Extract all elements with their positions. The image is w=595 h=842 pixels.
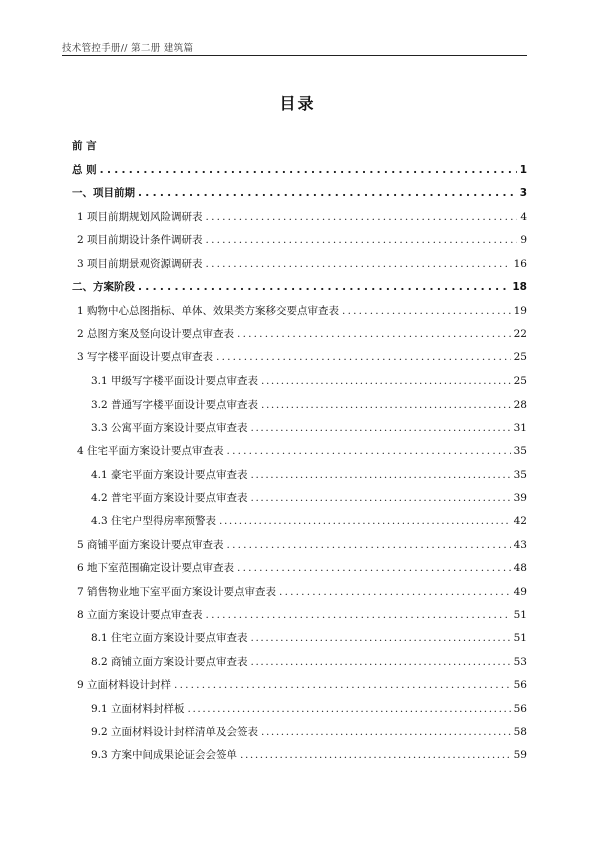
toc-entry-label: 6 地下室范围确定设计要点审查表 bbox=[77, 562, 235, 574]
toc-entry-page: 53 bbox=[513, 656, 527, 668]
toc-entry-page: 3 bbox=[519, 187, 527, 199]
toc-entry-label: 9.3 方案中间成果论证会会签单 bbox=[91, 749, 238, 761]
toc-entry-page: 51 bbox=[513, 632, 527, 644]
toc-entry-page: 56 bbox=[513, 703, 527, 715]
toc-leader-dots bbox=[240, 748, 511, 762]
toc-entry-page: 39 bbox=[513, 492, 527, 504]
toc-entry-page: 18 bbox=[512, 281, 527, 293]
toc-entry-label: 1 购物中心总图指标、单体、效果类方案移交要点审查表 bbox=[77, 305, 340, 317]
toc-subentry[interactable] bbox=[91, 655, 527, 669]
toc-entry-page: 59 bbox=[513, 749, 527, 761]
toc-entry-label: 一、项目前期 bbox=[72, 187, 135, 199]
toc-leader-dots bbox=[251, 491, 511, 505]
toc-subentry[interactable] bbox=[91, 398, 527, 412]
toc-leader-dots bbox=[227, 444, 511, 458]
toc-leader-dots bbox=[261, 374, 511, 388]
toc-entry-page: 35 bbox=[513, 445, 527, 457]
toc-leader-dots bbox=[206, 257, 511, 271]
toc-entry-label: 3.1 甲级写字楼平面设计要点审查表 bbox=[91, 375, 259, 387]
toc-leader-dots bbox=[174, 678, 511, 692]
toc-subentry[interactable] bbox=[91, 468, 527, 482]
toc-entry-page: 4 bbox=[520, 211, 527, 223]
toc-entry[interactable] bbox=[77, 233, 527, 247]
toc-entry-page: 35 bbox=[513, 469, 527, 481]
toc-entry[interactable] bbox=[77, 327, 527, 341]
toc-entry[interactable] bbox=[77, 444, 527, 458]
toc-entry-label: 8.2 商铺立面方案设计要点审查表 bbox=[91, 656, 248, 668]
toc-entry-page: 22 bbox=[513, 328, 527, 340]
toc-leader-dots bbox=[206, 233, 518, 247]
toc-leader-dots bbox=[261, 398, 511, 412]
toc-leader-dots bbox=[188, 702, 511, 716]
toc-leader-dots bbox=[216, 350, 511, 364]
toc-entry-label: 4.3 住宅户型得房率预警表 bbox=[91, 515, 217, 527]
toc-entry-label: 4 住宅平面方案设计要点审查表 bbox=[77, 445, 224, 457]
toc-entry-label: 二、方案阶段 bbox=[72, 281, 135, 293]
toc-entry[interactable] bbox=[77, 257, 527, 271]
toc-entry[interactable] bbox=[77, 350, 527, 364]
toc-entry-page: 43 bbox=[513, 539, 527, 551]
toc-subentry[interactable] bbox=[91, 514, 527, 528]
toc-entry-page: 1 bbox=[519, 164, 527, 176]
toc-leader-dots bbox=[206, 210, 518, 224]
toc-leader-dots bbox=[138, 280, 509, 294]
toc-entry-page: 48 bbox=[513, 562, 527, 574]
page-title: 目录 bbox=[279, 94, 316, 113]
toc-entry-label: 8 立面方案设计要点审查表 bbox=[77, 609, 203, 621]
toc-entry-label: 3 项目前期景观资源调研表 bbox=[77, 258, 203, 270]
toc-entry-label: 8.1 住宅立面方案设计要点审查表 bbox=[91, 632, 248, 644]
toc-leader-dots bbox=[100, 163, 517, 177]
toc-subentry[interactable] bbox=[91, 374, 527, 388]
toc-entry-label: 3.3 公寓平面方案设计要点审查表 bbox=[91, 422, 248, 434]
toc-entry-page: 25 bbox=[513, 351, 527, 363]
toc-entry-label: 总 则 bbox=[72, 164, 97, 176]
toc-leader-dots bbox=[138, 186, 517, 200]
toc-subentry[interactable] bbox=[91, 725, 527, 739]
toc-entry-page: 51 bbox=[513, 609, 527, 621]
toc-subentry[interactable] bbox=[91, 491, 527, 505]
running-header: 技术管控手册// 第二册 建筑篇 bbox=[62, 43, 194, 54]
toc-entry-page: 19 bbox=[513, 305, 527, 317]
toc-entry[interactable] bbox=[77, 538, 527, 552]
toc-entry-label: 4.2 普宅平面方案设计要点审查表 bbox=[91, 492, 248, 504]
toc-entry[interactable] bbox=[77, 678, 527, 692]
toc-entry-page: 16 bbox=[513, 258, 527, 270]
toc-entry-page: 42 bbox=[513, 515, 527, 527]
toc-entry-label: 3.2 普通写字楼平面设计要点审查表 bbox=[91, 399, 259, 411]
toc-subentry[interactable] bbox=[91, 702, 527, 716]
toc-leader-dots bbox=[251, 421, 511, 435]
toc-leader-dots bbox=[237, 561, 511, 575]
toc-entry[interactable] bbox=[77, 585, 527, 599]
header-rule bbox=[62, 55, 527, 56]
toc-entry-preface[interactable] bbox=[72, 139, 97, 153]
toc-entry[interactable] bbox=[77, 608, 527, 622]
toc-leader-dots bbox=[251, 631, 511, 645]
toc-leader-dots bbox=[219, 514, 511, 528]
toc-leader-dots bbox=[279, 585, 511, 599]
toc-leader-dots bbox=[251, 655, 511, 669]
toc-leader-dots bbox=[237, 327, 511, 341]
toc-entry-page: 31 bbox=[513, 422, 527, 434]
toc-entry-page: 56 bbox=[513, 679, 527, 691]
toc-entry[interactable] bbox=[77, 210, 527, 224]
toc-entry-label: 9.2 立面材料设计封样清单及会签表 bbox=[91, 726, 259, 738]
toc-entry[interactable] bbox=[77, 561, 527, 575]
toc-leader-dots bbox=[206, 608, 511, 622]
toc-entry-label: 5 商铺平面方案设计要点审查表 bbox=[77, 539, 224, 551]
toc-subentry[interactable] bbox=[91, 748, 527, 762]
toc-entry-page: 58 bbox=[513, 726, 527, 738]
toc-entry-label: 4.1 豪宅平面方案设计要点审查表 bbox=[91, 469, 248, 481]
toc-entry-page: 28 bbox=[513, 399, 527, 411]
toc-entry-label: 2 项目前期设计条件调研表 bbox=[77, 234, 203, 246]
toc-entry-label: 3 写字楼平面设计要点审查表 bbox=[77, 351, 214, 363]
toc-entry-label: 9 立面材料设计封样 bbox=[77, 679, 172, 691]
toc-entry-page: 9 bbox=[520, 234, 527, 246]
toc-entry-page: 25 bbox=[513, 375, 527, 387]
toc-entry-section-1[interactable] bbox=[72, 186, 527, 200]
toc-leader-dots bbox=[251, 468, 511, 482]
toc-entry-label: 9.1 立面材料封样板 bbox=[91, 703, 185, 715]
toc-entry-section-2[interactable] bbox=[72, 280, 527, 294]
toc-subentry[interactable] bbox=[91, 421, 527, 435]
toc-subentry[interactable] bbox=[91, 631, 527, 645]
toc-entry-general[interactable] bbox=[72, 163, 527, 177]
toc-entry-page: 49 bbox=[513, 586, 527, 598]
toc-entry-label: 1 项目前期规划风险调研表 bbox=[77, 211, 203, 223]
toc-leader-dots bbox=[227, 538, 511, 552]
toc-leader-dots bbox=[342, 304, 511, 318]
toc-entry-label: 前 言 bbox=[72, 140, 97, 152]
toc-entry-label: 7 销售物业地下室平面方案设计要点审查表 bbox=[77, 586, 277, 598]
toc-entry-label: 2 总图方案及竖向设计要点审查表 bbox=[77, 328, 235, 340]
toc-leader-dots bbox=[261, 725, 511, 739]
toc-entry[interactable] bbox=[77, 304, 527, 318]
